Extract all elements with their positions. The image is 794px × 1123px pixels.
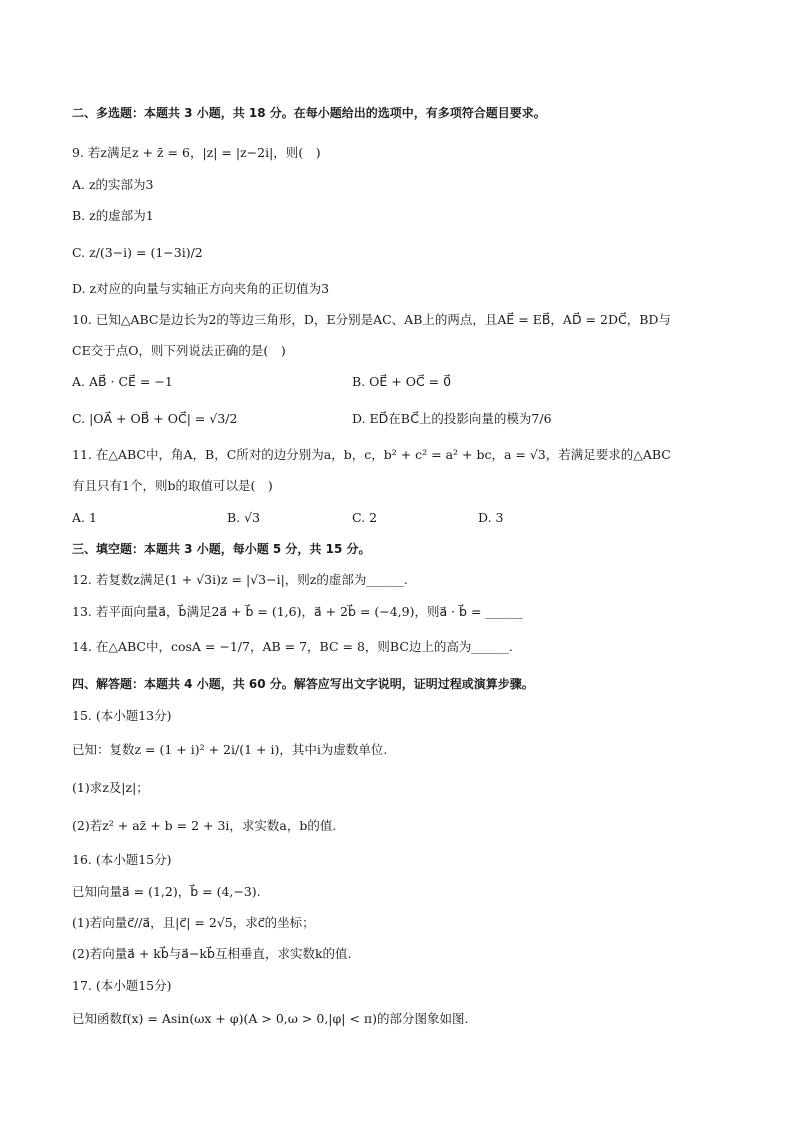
section-heading-fill-blank: 三、填空题：本题共 3 小题，每小题 5 分，共 15 分。 bbox=[72, 542, 371, 556]
question-15-part-2: (2)若z² + az̄ + b = 2 + 3i，求实数a，b的值. bbox=[72, 818, 337, 833]
question-16-title: 16. (本小题15分) bbox=[72, 852, 172, 867]
question-11-option-b: B. √3 bbox=[227, 510, 261, 525]
question-16-part-2: (2)若向量a⃗ + kb⃗与a⃗−kb⃗互相垂直，求实数k的值. bbox=[72, 946, 352, 961]
question-11-option-c: C. 2 bbox=[352, 510, 378, 525]
question-10-stem-line-2: CE交于点O，则下列说法正确的是( ) bbox=[72, 343, 286, 358]
question-11-stem-line-1: 11. 在△ABC中，角A，B，C所对的边分别为a，b，c，b² + c² = a² + bc，a = √3，若满足要求的△ABC bbox=[72, 447, 671, 462]
section-heading-solve: 四、解答题：本题共 4 小题，共 60 分。解答应写出文字说明，证明过程或演算步骤。 bbox=[72, 677, 534, 691]
question-10-option-a: A. AB⃗ · CE⃗ = −1 bbox=[72, 374, 173, 389]
question-16-part-1: (1)若向量c⃗//a⃗，且|c⃗| = 2√5，求c⃗的坐标； bbox=[72, 915, 315, 930]
question-10-stem-line-1: 10. 已知△ABC是边长为2的等边三角形，D，E分别是AC、AB上的两点，且AE⃗ = EB⃗，AD⃗ = 2DC⃗，BD与 bbox=[72, 312, 671, 327]
question-17-title: 17. (本小题15分) bbox=[72, 978, 172, 993]
question-14: 14. 在△ABC中，cosA = −1/7，AB = 7，BC = 8，则BC边上的高为______. bbox=[72, 639, 513, 654]
question-10-option-d: D. ED⃗在BC⃗上的投影向量的模为7/6 bbox=[352, 411, 552, 426]
question-10-option-b: B. OE⃗ + OC⃗ = 0⃗ bbox=[352, 374, 452, 389]
question-9-stem: 9. 若z满足z + z̄ = 6，|z| = |z−2i|，则( ) bbox=[72, 145, 321, 160]
question-9-option-d: D. z对应的向量与实轴正方向夹角的正切值为3 bbox=[72, 281, 330, 296]
question-11-stem-line-2: 有且只有1个，则b的取值可以是( ) bbox=[72, 478, 273, 493]
question-11-option-a: A. 1 bbox=[72, 510, 97, 525]
question-11-option-d: D. 3 bbox=[478, 510, 504, 525]
question-15-title: 15. (本小题13分) bbox=[72, 708, 172, 723]
question-9-option-b: B. z的虚部为1 bbox=[72, 208, 154, 223]
question-16-given: 已知向量a⃗ = (1,2)，b⃗ = (4,−3). bbox=[72, 884, 261, 899]
question-15-given: 已知：复数z = (1 + i)² + 2i/(1 + i)，其中i为虚数单位. bbox=[72, 742, 388, 757]
question-9-option-c: C. z/(3−i) = (1−3i)/2 bbox=[72, 245, 203, 260]
question-17-given: 已知函数f(x) = Asin(ωx + φ)(A > 0,ω > 0,|φ| < π)的部分图象如图. bbox=[72, 1011, 469, 1026]
section-heading-multi-choice: 二、多选题：本题共 3 小题，共 18 分。在每小题给出的选项中，有多项符合题目要求。 bbox=[72, 106, 546, 120]
question-15-part-1: (1)求z及|z|； bbox=[72, 780, 149, 795]
question-10-option-c: C. |OA⃗ + OB⃗ + OC⃗| = √3/2 bbox=[72, 411, 238, 426]
question-13: 13. 若平面向量a⃗，b⃗满足2a⃗ + b⃗ = (1,6)，a⃗ + 2b⃗ = (−4,9)，则a⃗ · b⃗ = ______ bbox=[72, 604, 523, 619]
question-12: 12. 若复数z满足(1 + √3i)z = |√3−i|，则z的虚部为______. bbox=[72, 572, 408, 587]
question-9-option-a: A. z的实部为3 bbox=[72, 177, 154, 192]
